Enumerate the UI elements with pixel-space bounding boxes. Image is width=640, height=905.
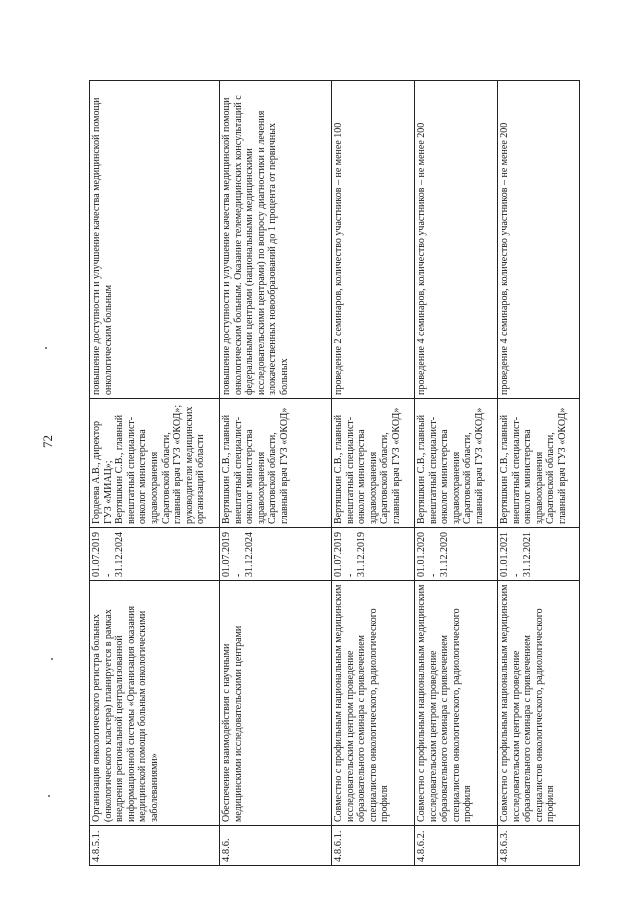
row-number: 4.8.6. [220, 826, 332, 866]
rotated-table-container [89, 81, 579, 866]
result-cell: проведение 4 семинаров, количество участников – не менее 200 [498, 81, 580, 399]
result-cell: повышение доступности и улучшение качества медицинской помощи онкологическим больным [90, 81, 220, 399]
event-cell: Совместно с профильным национальным медицинским исследовательским центром проведение образовательного семинара с привлечением специалистов онкологического, радиологического профиля [415, 581, 498, 826]
table-row [220, 81, 332, 866]
event-cell: Совместно с профильным национальным медицинским исследовательским центром проведение образовательного семинара с привлечением специалистов онкологического, радиологического профиля [332, 581, 415, 826]
period-cell: 01.01.2020- 31.12.2020 [415, 528, 498, 581]
row-number: 4.8.6.1. [332, 826, 415, 866]
table-row [332, 81, 415, 866]
result-cell: проведение 4 семинаров, количество участников – не менее 200 [415, 81, 498, 399]
result-cell: проведение 2 семинаров, количество участников – не менее 100 [332, 81, 415, 399]
scan-speck [51, 658, 53, 660]
responsible-cell: Гордеева А.В., директор ГУЗ «МИАЦ»; Вертяшкин С.В., главный внештатный специалист-онколог министерства здравоохранения Саратовской области, главный врач ГУЗ «ОКОД»; руководители медицинских организаций области [90, 399, 220, 528]
scan-speck [45, 347, 47, 349]
result-cell: повышение доступности и улучшение качества медицинской помощи онкологическим больным. Оказание телемедицинских консультаций с федеральными центрами (национальными медицинскими исследовательскими центрами) по вопросу диагностики и лечения злокачественных новообразований до 1 процента от первичных больных [220, 81, 332, 399]
period-cell: 01.07.2019- 31.12.2024 [220, 528, 332, 581]
period-cell: 01.07.2019- 31.12.2019 [332, 528, 415, 581]
page-number: 72 [40, 435, 55, 448]
responsible-cell: Вертяшкин С.В., главный внештатный специалист-онколог министерства здравоохранения Саратовской области, главный врач ГУЗ «ОКОД» [498, 399, 580, 528]
table-row [415, 81, 498, 866]
row-number: 4.8.6.3. [498, 826, 580, 866]
scan-speck [48, 795, 50, 797]
responsible-cell: Вертяшкин С.В., главный внештатный специалист-онколог министерства здравоохранения Саратовской области, главный врач ГУЗ «ОКОД» [220, 399, 332, 528]
event-cell: Обеспечение взаимодействия с научными медицинскими исследовательскими центрами [220, 581, 332, 826]
row-number: 4.8.5.1. [90, 826, 220, 866]
row-number: 4.8.6.2. [415, 826, 498, 866]
plan-table [89, 80, 580, 866]
event-cell: Совместно с профильным национальным медицинским исследовательским центром проведение образовательного семинара с привлечением специалистов онкологического, радиологического профиля [498, 581, 580, 826]
table-row [498, 81, 580, 866]
period-cell: 01.01.2021- 31.12.2021 [498, 528, 580, 581]
period-cell: 01.07.2019- 31.12.2024 [90, 528, 220, 581]
table-row [90, 81, 220, 866]
event-cell: Организация онкологического регистра больных (онкологического кластера) планируется в рамках внедрения региональной централизованной информационной системы «Организация оказания медицинской помощи больным онкологическими заболеваниями» [90, 581, 220, 826]
responsible-cell: Вертяшкин С.В., главный внештатный специалист-онколог министерства здравоохранения Саратовской области, главный врач ГУЗ «ОКОД» [415, 399, 498, 528]
responsible-cell: Вертяшкин С.В., главный внештатный специалист-онколог министерства здравоохранения Саратовской области, главный врач ГУЗ «ОКОД» [332, 399, 415, 528]
